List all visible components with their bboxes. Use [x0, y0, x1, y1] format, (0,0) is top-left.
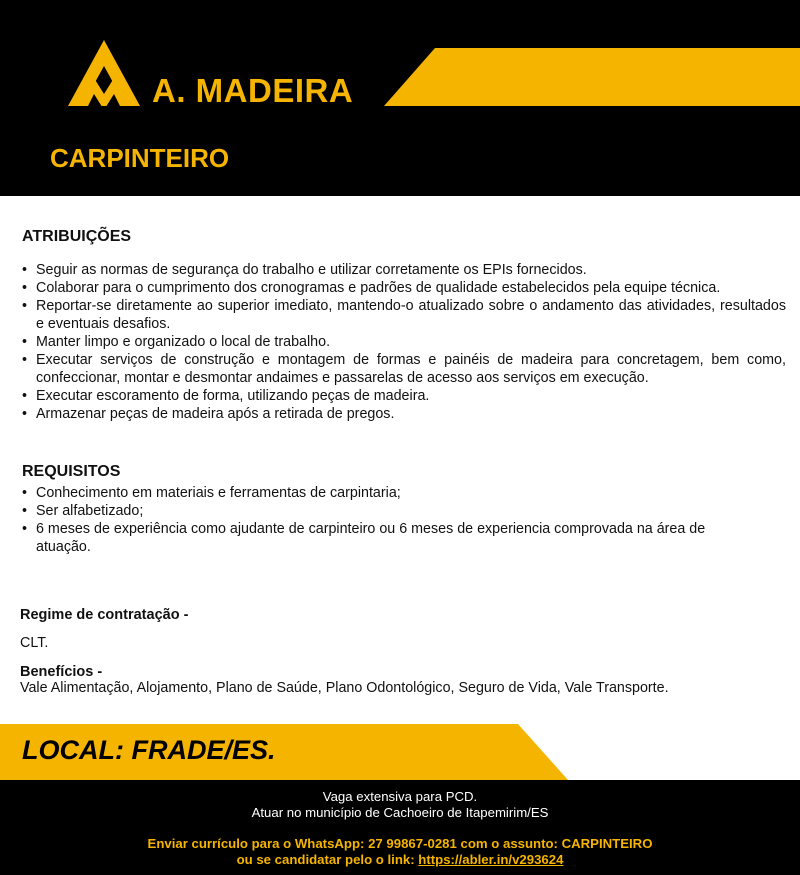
footer-apply-line: [0, 851, 800, 868]
footer-pcd-note: Vaga extensiva para PCD.: [322, 789, 478, 804]
list-item: • Conhecimento em materiais e ferramentas de carpintaria;: [22, 484, 722, 502]
footer-apply-prefix: ou se candidatar pelo o link:: [236, 852, 419, 867]
atribuicoes-list: [22, 261, 786, 423]
list-item: • Ser alfabetizado;: [22, 502, 722, 520]
header: [0, 0, 800, 196]
list-item: • Reportar-se diretamente ao superior imediato, mantendo-o atualizado sobre o andamento das atividades, resultados e eventuais desafios.: [22, 297, 786, 333]
brand-name: A. MADEIRA: [152, 72, 354, 109]
list-item: • Colaborar para o cumprimento dos cronogramas e padrões de qualidade estabelecidos pela equipe técnica.: [22, 279, 786, 297]
requisitos-title: REQUISITOS: [22, 463, 121, 480]
footer-whatsapp-instructions: Enviar currículo para o WhatsApp: 27 99867-0281 com o assunto: CARPINTEIRO: [147, 836, 653, 851]
requisitos-list: [22, 484, 722, 556]
beneficios-title: Benefícios -: [20, 664, 103, 680]
list-item: • Armazenar peças de madeira após a retirada de pregos.: [22, 405, 786, 423]
apply-link[interactable]: https://abler.in/v293624: [418, 852, 564, 867]
local-label: LOCAL: FRADE/ES.: [22, 735, 276, 765]
footer-location-note: Atuar no município de Cachoeiro de Itapemirim/ES: [251, 805, 549, 820]
footer: [0, 780, 800, 875]
am-logo-icon: [68, 40, 140, 106]
atribuicoes-title: ATRIBUIÇÕES: [22, 228, 132, 245]
regime-title: Regime de contratação -: [20, 607, 189, 623]
job-title: CARPINTEIRO: [50, 143, 230, 173]
list-item: • Executar escoramento de forma, utilizando peças de madeira.: [22, 387, 786, 405]
regime-value: CLT.: [20, 635, 49, 651]
list-item: • Manter limpo e organizado o local de trabalho.: [22, 333, 786, 351]
beneficios-value: Vale Alimentação, Alojamento, Plano de Saúde, Plano Odontológico, Seguro de Vida, Vale Transporte.: [20, 680, 669, 696]
list-item: • Seguir as normas de segurança do trabalho e utilizar corretamente os EPIs fornecidos.: [22, 261, 786, 279]
list-item: • Executar serviços de construção e montagem de formas e painéis de madeira para concretagem, bem como, confeccionar, montar e desmontar andaimes e passarelas de acesso aos serviços em execução.: [22, 351, 786, 387]
list-item: • 6 meses de experiência como ajudante de carpinteiro ou 6 meses de experiencia comprovada na área de atuação.: [22, 520, 722, 556]
